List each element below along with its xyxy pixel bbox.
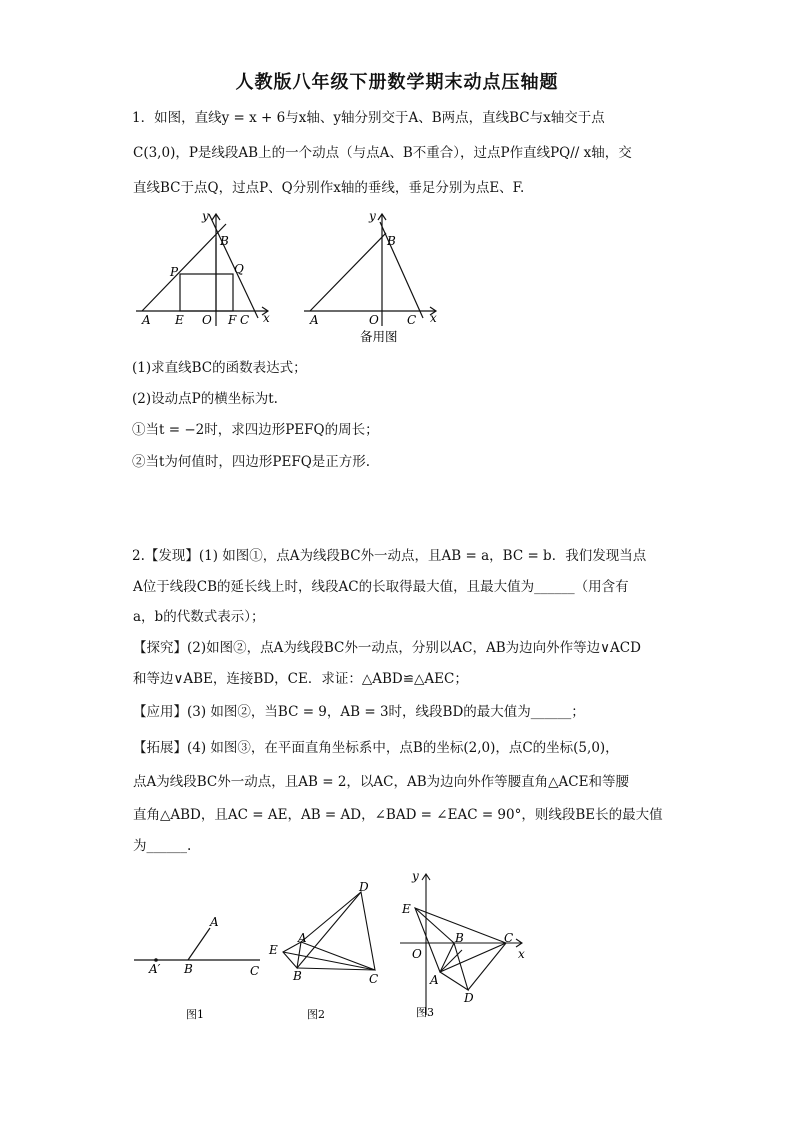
label-q: Q <box>234 262 244 276</box>
label-e: E <box>175 313 184 327</box>
label-x: x <box>430 311 437 325</box>
label-a-prime: A′ <box>149 962 161 976</box>
q2-line-3: a，b的代数式表示）； <box>133 609 265 625</box>
label-a: A <box>142 313 151 327</box>
q2-line-7: 【拓展】(4) 如图③，在平面直角坐标系中，点B的坐标(2,0)，点C的坐标(5,0)， <box>133 740 619 756</box>
q2-figure-1 <box>132 905 272 1025</box>
label-c: C <box>250 964 260 978</box>
label-x: x <box>518 947 525 961</box>
label-a: A <box>210 915 219 929</box>
label-b: B <box>455 931 464 945</box>
line-ab <box>142 224 226 311</box>
label-e: E <box>269 943 278 957</box>
label-b: B <box>387 234 396 248</box>
q1-sub-2: (2)设动点P的横坐标为t. <box>132 391 278 407</box>
q2-line-6: 【应用】(3) 如图②，当BC = 9，AB = 3时，线段BD的最大值为______； <box>133 704 585 720</box>
label-a: A <box>298 931 307 945</box>
q2-line-2: A位于线段CB的延长线上时，线段AC的长取得最大值，且最大值为______（用含有 <box>133 579 629 595</box>
q1-sub-4: ②当t为何值时，四边形PEFQ是正方形. <box>132 454 371 470</box>
label-f: F <box>228 313 237 327</box>
caption-fig2: 图2 <box>307 1008 325 1021</box>
label-e: E <box>402 902 411 916</box>
label-a: A <box>430 973 439 987</box>
caption-fig3: 图3 <box>416 1006 434 1019</box>
q1-sub-1: (1)求直线BC的函数表达式； <box>132 360 307 376</box>
q1-line-1: 1．如图，直线y = x + 6与x轴、y轴分别交于A、B两点，直线BC与x轴交于点 <box>132 110 605 126</box>
label-b: B <box>220 234 229 248</box>
label-c: C <box>369 972 379 986</box>
label-x: x <box>263 311 270 325</box>
q2-figure-3 <box>398 870 538 1020</box>
label-y: y <box>412 869 419 883</box>
quad-pefq <box>180 274 233 311</box>
q2-line-1: 2.【发现】(1) 如图①，点A为线段BC外一动点，且AB = a，BC = b．我们发现当点 <box>132 548 647 564</box>
label-d: D <box>464 991 474 1005</box>
label-y: y <box>202 209 209 223</box>
q2-line-5: 和等边∨ABE，连接BD，CE．求证：△ABD≌△AEC； <box>133 671 468 687</box>
label-o: O <box>369 313 379 327</box>
label-y: y <box>369 209 376 223</box>
figure-caption: 备用图 <box>360 329 398 344</box>
q1-line-3: 直线BC于点Q，过点P、Q分别作x轴的垂线，垂足分别为点E、F. <box>133 180 525 196</box>
q1-figure-main <box>130 208 280 333</box>
q1-figure-backup <box>298 208 448 343</box>
q1-line-2: C(3,0)，P是线段AB上的一个动点（与点A、B不重合），过点P作直线PQ// x轴，交 <box>133 145 632 161</box>
label-p: P <box>170 265 179 279</box>
q2-line-4: 【探究】(2)如图②，点A为线段BC外一动点，分别以AC，AB为边向外作等边∨ACD <box>133 640 641 656</box>
label-o: O <box>202 313 212 327</box>
label-c: C <box>407 313 417 327</box>
q2-line-8: 点A为线段BC外一动点，且AB = 2，以AC，AB为边向外作等腰直角△ACE和等腰 <box>133 774 629 790</box>
q1-sub-3: ①当t = −2时，求四边形PEFQ的周长； <box>132 422 379 438</box>
page-title: 人教版八年级下册数学期末动点压轴题 <box>235 72 559 93</box>
label-b: B <box>184 962 193 976</box>
label-c: C <box>240 313 250 327</box>
q2-figure-2 <box>265 880 385 1020</box>
label-o: O <box>412 947 422 961</box>
caption-fig1: 图1 <box>186 1008 204 1021</box>
label-c: C <box>504 931 514 945</box>
q2-line-10: 为______. <box>133 838 192 854</box>
label-a: A <box>310 313 319 327</box>
label-b: B <box>293 969 302 983</box>
label-d: D <box>359 880 369 894</box>
q2-line-9: 直角△ABD，且AC = AE，AB = AD，∠BAD = ∠EAC = 90°，则线段BE长的最大值 <box>133 807 663 823</box>
